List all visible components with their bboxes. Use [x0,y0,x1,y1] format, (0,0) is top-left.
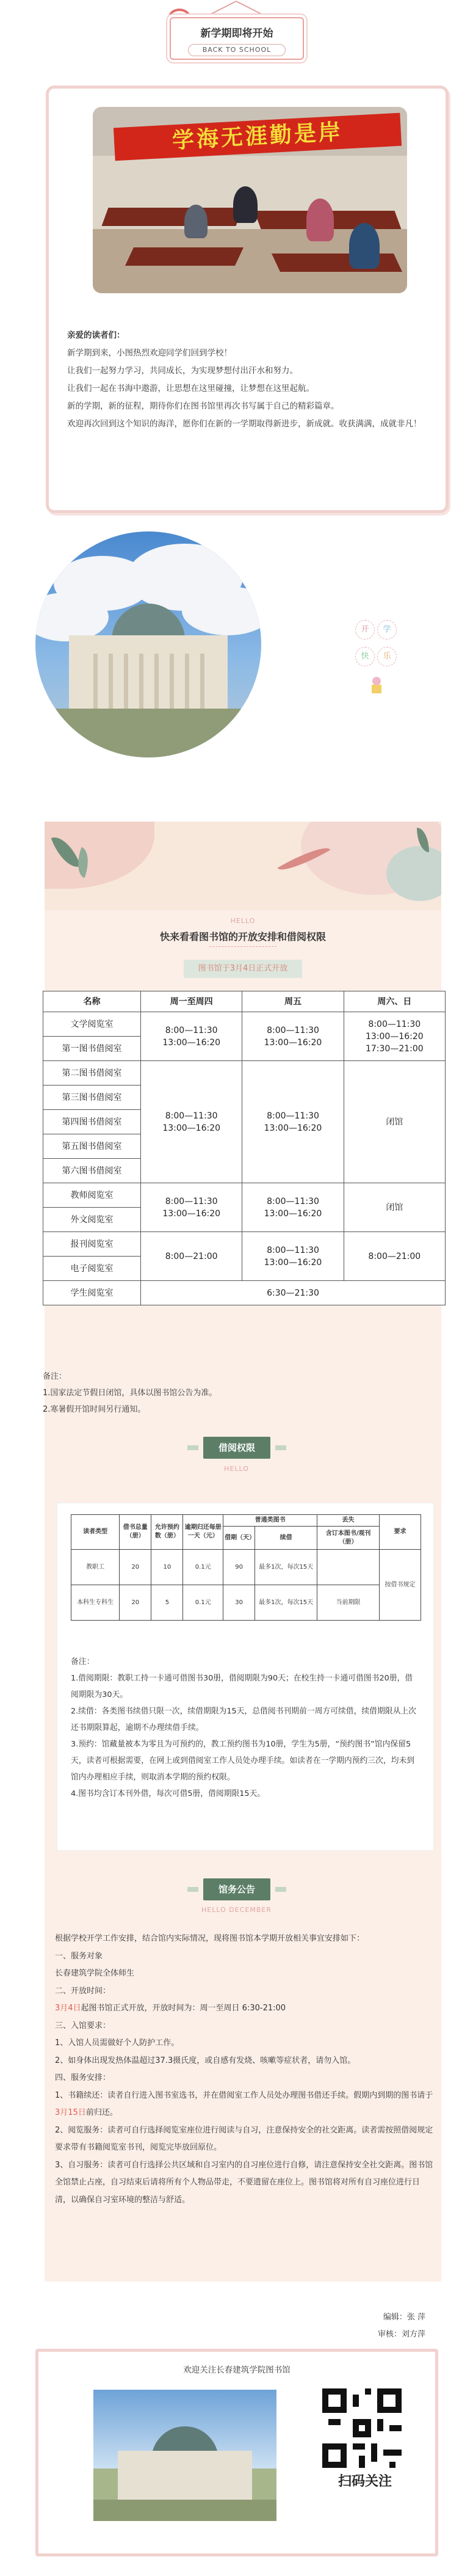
decorative-header [45,822,441,910]
cell: 当前期限 [317,1585,380,1621]
title-underline [209,946,276,947]
qr-code-icon[interactable] [322,2388,402,2468]
notice-para [55,2000,433,2018]
col-fine: 逾期归还每册一天（元） [183,1515,223,1550]
notice-para: 2、阅览服务：读者可自行选择阅览室座位进行阅读与自习，注意保持安全的社交距离。读者需按照借阅规定要求带有书籍阅览室书刊，阅览完毕放回原位。 [55,2125,433,2152]
cake-icon [370,676,383,695]
hours-cell: 8:00—21:00 [344,1232,445,1281]
col-note: 要求 [379,1515,421,1550]
notes-title: 备注： [43,1372,67,1381]
notice-span: 起图书馆正式开放，开放时间为：周一至周日 6:30-21:00 [81,2004,286,2013]
hours-cell: 8:00—11:30 13:00—16:20 [141,1061,242,1183]
rights-notes [71,1654,419,1802]
room-name: 文学阅览室 [43,1012,141,1037]
welcome-line: 让我们一起努力学习，共同成长，为实现梦想付出汗水和努力。 [67,366,298,376]
scan-label: 扫码关注 [338,2474,392,2489]
cell: 10 [151,1550,183,1585]
cell: 教职工 [71,1550,120,1585]
chip: 快 [355,647,375,666]
cell: 20 [120,1585,151,1621]
cell [317,1550,380,1585]
rights-tag: 借阅权限 [203,1437,270,1459]
date-bar-text: 图书馆于3月4日正式开放 [184,960,303,978]
side-decoration [355,620,392,706]
note-line: 2.续借：各类图书续借只限一次，续借期限为15天，总借阅书刊期前一周方可续借，续借期限从上次还书期限算起，逾期不办理续借手续。 [71,1707,416,1732]
note-line: 4.图书均含订本刊外借，每次可借5册，借阅期限15天。 [71,1789,265,1798]
hello-label: HELLO [224,1465,249,1473]
follow-title: 欢迎关注长春建筑学院图书馆 [183,2365,291,2375]
notice-para: 1、入馆人员需做好个人防护工作。 [55,2038,179,2048]
col-reserve: 允许预约数（册） [151,1515,183,1550]
chip: 开 [355,620,375,640]
rights-card [57,1503,434,1851]
cell: 按借书规定 [379,1550,421,1621]
notice-tag: 馆务公告 [203,1878,270,1900]
photo-banner: 学海无涯勤是岸 [114,113,402,161]
notes-title: 备注： [71,1657,95,1666]
room-name: 第三图书借阅室 [43,1085,141,1110]
note-line: 1.借阅期限：教职工持一卡通可借图书30册，借阅期限为90天；在校生持一卡通可借图书20册，借阅期限为30天。 [71,1674,413,1699]
room-name: 教师阅览室 [43,1183,141,1208]
hours-cell: 闭馆 [344,1061,445,1183]
hours-table [43,991,446,1305]
room-name: 第二图书借阅室 [43,1061,141,1085]
notice-para: 二、开放时间： [55,1986,111,1996]
hours-cell: 8:00—11:30 13:00—16:20 [242,1061,344,1183]
room-name: 第四图书借阅室 [43,1110,141,1134]
welcome-line: 欢迎再次回到这个知识的海洋，愿你们在新的一学期取得新进步，新成就。收获满满，成就非凡！ [67,419,422,429]
notice-para [55,2087,433,2122]
notice-text [55,1930,433,2209]
chip: 学 [377,620,397,640]
notice-para: 根据学校开学工作安排，结合馆内实际情况，现将图书馆本学期开放相关事宜安排如下： [55,1934,365,1943]
hours-cell: 6:30—21:30 [141,1281,446,1305]
cell: 0.1元 [183,1550,223,1585]
hours-cell: 8:00—11:30 13:00—16:20 [242,1232,344,1281]
hours-cell: 8:00—21:00 [141,1232,242,1281]
hours-cell: 8:00—11:30 13:00—16:20 [242,1183,344,1232]
room-name: 第一图书借阅室 [43,1037,141,1061]
study-room-photo [93,107,407,293]
hello-label: HELLO [230,917,256,925]
reviewer: 审核：刘方萍 [377,2330,425,2339]
notice-para: 长春建筑学院全体师生 [55,1969,135,1978]
header-name: 名称 [43,991,141,1012]
editor: 编辑：张 萍 [383,2313,425,2322]
welcome-line: 新的学期，新的征程，期待你们在图书馆里再次书写属于自己的精彩篇章。 [67,401,339,411]
room-name: 学生阅览室 [43,1281,141,1305]
rights-table [71,1514,421,1621]
welcome-line: 让我们一起在书海中遨游，让思想在这里碰撞，让梦想在这里起航。 [67,384,314,393]
cell: 最多1次，每次15天 [255,1550,317,1585]
cell: 本科生专科生 [71,1585,120,1621]
hours-notes [43,1368,446,1418]
col-lost-sub: 含订本图书/观刊（册） [317,1527,380,1550]
notice-span: 1、书籍续还：读者自行进入图书室选书，并在借阅室工作人员处办理图书借还手续。假期内到期的图书请于 [55,2090,433,2100]
hours-cell: 8:00—11:30 13:00—16:20 17:30—21:00 [344,1012,445,1061]
room-name: 第五图书借阅室 [43,1134,141,1159]
hours-cell: 闭馆 [344,1183,445,1232]
cell: 5 [151,1585,183,1621]
highlight-date: 3月4日 [55,2004,81,2013]
notice-para: 3、自习服务：读者可自行选择公共区域和自习室内的自习座位进行自修，请注意保持安全社交距离。图书馆全馆禁止占座，自习结束后请将所有个人物品带走，不要遗留在座位上。图书馆将对所有自习座位进行日清，以确保自习室环境的整洁与舒适。 [55,2160,433,2205]
follow-card [35,2349,438,2556]
hours-title: 快来看看图书馆的开放安排和借阅权限 [159,931,326,943]
header-sign [170,17,304,60]
hours-cell: 8:00—11:30 13:00—16:20 [141,1012,242,1061]
notice-para: 三、入馆要求： [55,2021,111,2031]
room-name: 报刊阅览室 [43,1232,141,1257]
col-general: 普通类图书 [223,1515,317,1527]
welcome-card [46,86,449,513]
header-fri: 周五 [242,991,344,1012]
cell: 30 [223,1585,255,1621]
library-photo [93,2390,276,2521]
note-line: 1.国家法定节假日闭馆，具体以图书馆公告为准。 [43,1388,217,1398]
notice-para: 2、如身体出现发热体温超过37.3摄氏度，或自感有发烧、咳嗽等症状者，请勿入馆。 [55,2056,356,2065]
header-subtitle: BACK TO SCHOOL [188,44,286,56]
cell: 最多1次，每次15天 [255,1585,317,1621]
header-weekend: 周六、日 [344,991,445,1012]
notice-span: 前归还。 [85,2108,118,2117]
cell: 90 [223,1550,255,1585]
room-name: 第六图书借阅室 [43,1159,141,1183]
highlight-date: 3月15日 [55,2108,86,2117]
note-line: 2.寒暑假开馆时间另行通知。 [43,1405,146,1414]
cell: 0.1元 [183,1585,223,1621]
col-renew: 续借 [255,1527,317,1550]
note-line: 3.预约：馆藏量被本为零且为可预约的，教工预约图书为10册，学生为5册，“预约图书”馆内保留5天，读者可根据需要，在网上或到借阅室工作人员处办理手续。如读者在一学期内预约三次，均未到馆内办理相应手续，则取消本学期的预约权限。 [71,1740,415,1782]
welcome-line: 新学期到来，小图热烈欢迎同学们回到学校！ [67,348,232,358]
library-building-photo [35,531,261,757]
welcome-text [67,327,433,433]
notice-para: 四、服务安排： [55,2073,111,2082]
header-mon-thu: 周一至周四 [141,991,242,1012]
hours-cell: 8:00—11:30 13:00—16:20 [242,1012,344,1061]
header-title: 新学期即将开始 [200,27,273,40]
col-type: 读者类型 [71,1515,120,1550]
welcome-greeting: 亲爱的读者们： [67,330,125,340]
col-days: 借期（天） [223,1527,255,1550]
room-name: 外文阅览室 [43,1208,141,1232]
hours-cell: 8:00—11:30 13:00—16:20 [141,1183,242,1232]
date-bar [45,960,441,978]
notice-para: 一、服务对象 [55,1951,103,1961]
room-name: 电子阅览室 [43,1257,141,1281]
chip: 乐 [377,647,397,666]
col-lost: 丢失 [317,1515,380,1527]
col-total: 借书总量（册） [120,1515,151,1550]
hello-label: HELLO DECEMBER [201,1906,272,1914]
cell: 20 [120,1550,151,1585]
